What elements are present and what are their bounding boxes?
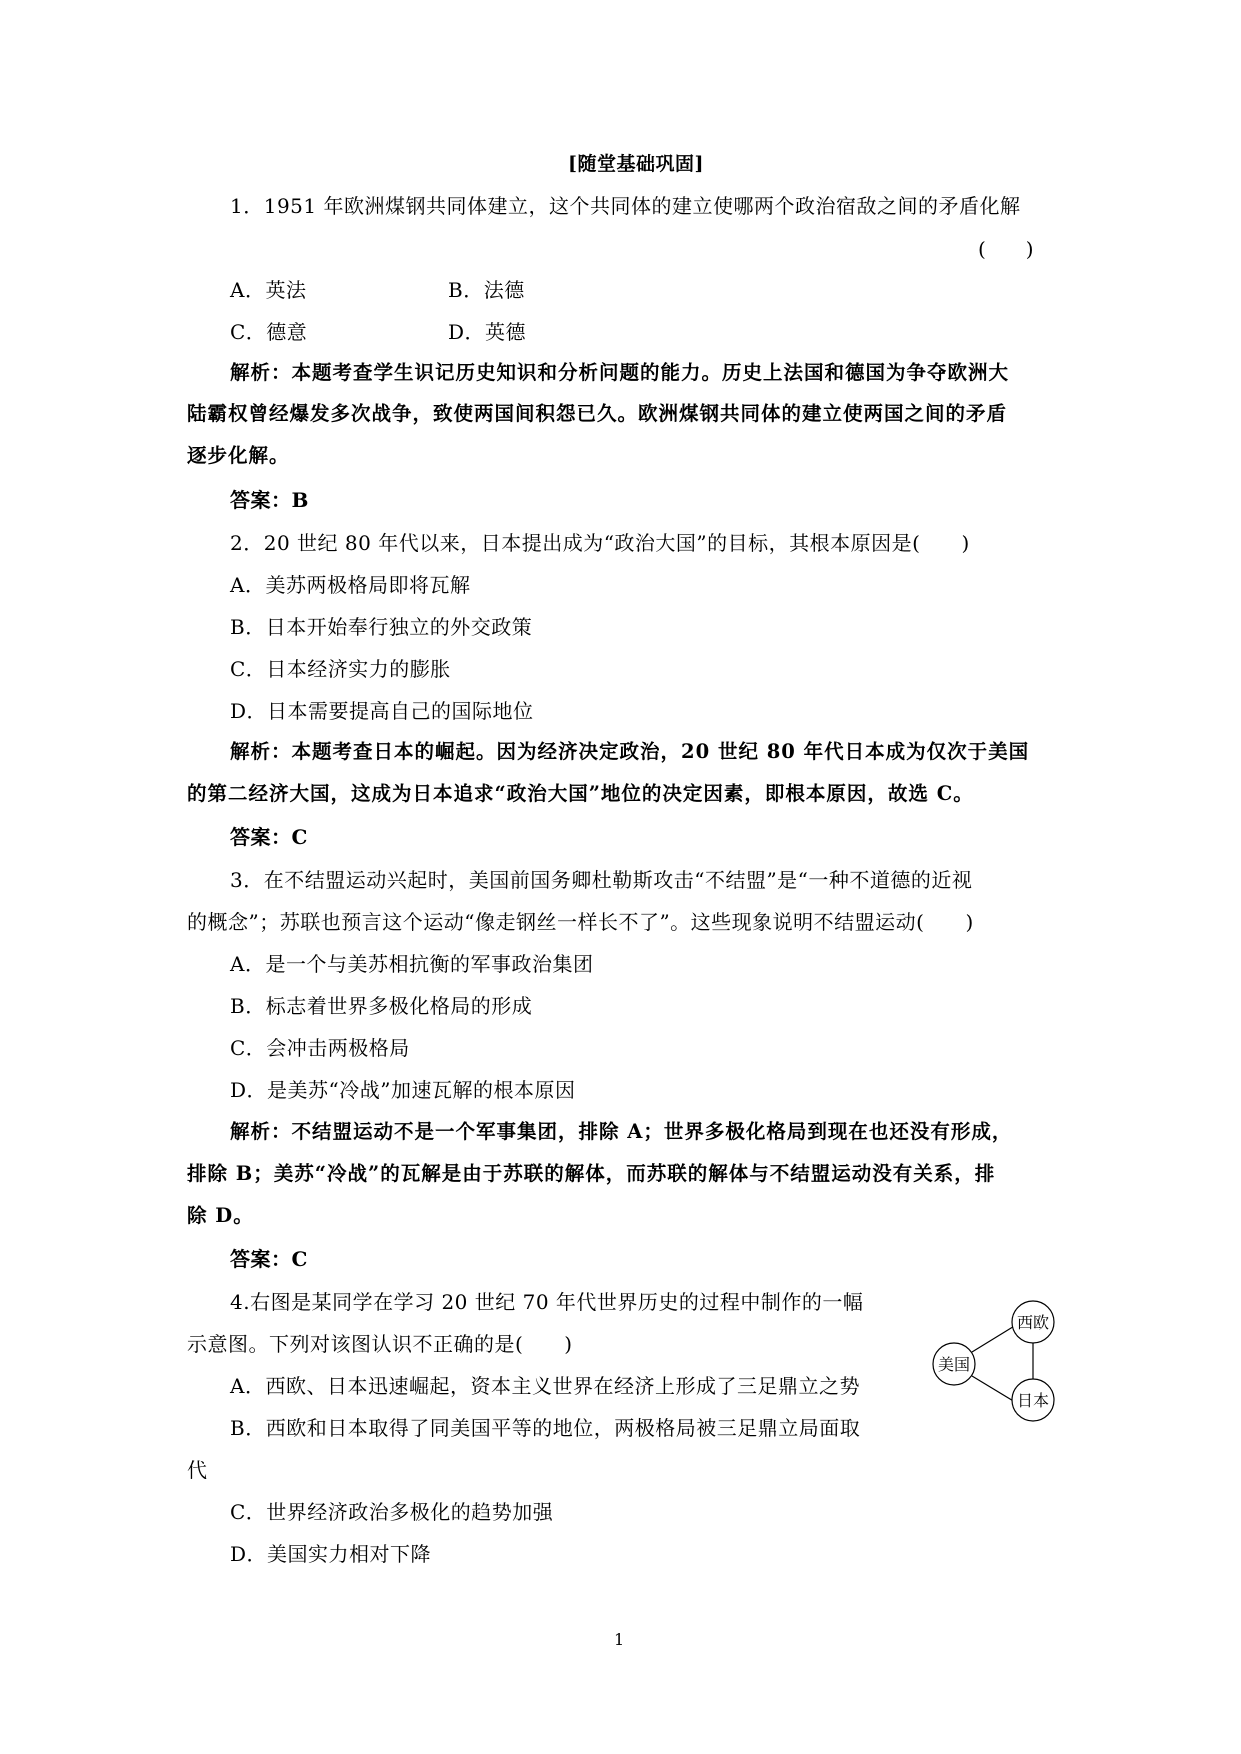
q3-option-d: D．是美苏“冷战”加速瓦解的根本原因	[230, 1078, 576, 1102]
node-west-europe-label: 西欧	[1016, 1313, 1050, 1332]
q2-stem: 2．20 世纪 80 年代以来，日本提出成为“政治大国”的目标，其根本原因是( )	[230, 531, 970, 555]
triangle-diagram-svg	[920, 1290, 1070, 1440]
analysis-label: 解析：	[230, 1120, 292, 1143]
page-number: 1	[614, 1630, 625, 1649]
edge-usa-japan	[972, 1376, 1015, 1402]
q2-option-c: C．日本经济实力的膨胀	[230, 657, 451, 681]
q4-option-a: A．西欧、日本迅速崛起，资本主义世界在经济上形成了三足鼎立之势	[230, 1374, 860, 1398]
q2-option-b: B．日本开始奉行独立的外交政策	[230, 615, 533, 639]
q4-option-d: D．美国实力相对下降	[230, 1542, 432, 1566]
q4-stem-line1: 4.右图是某同学在学习 20 世纪 70 年代世界历史的过程中制作的一幅	[230, 1290, 864, 1314]
q1-option-c: C．德意	[230, 320, 308, 344]
q4-option-b-line2: 代	[187, 1458, 208, 1482]
q1-analysis-line3: 逐步化解。	[187, 444, 290, 467]
q2-option-a: A．美苏两极格局即将瓦解	[230, 573, 471, 597]
q3-option-a: A．是一个与美苏相抗衡的军事政治集团	[230, 952, 594, 976]
q1-stem: 1．1951 年欧洲煤钢共同体建立，这个共同体的建立使哪两个政治宿敌之间的矛盾化解	[230, 194, 1021, 218]
q3-analysis-line3: 除 D。	[187, 1204, 254, 1227]
q1-answer-paren: ( )	[978, 237, 1034, 261]
triangle-diagram	[920, 1290, 1070, 1440]
q2-answer: 答案：C	[230, 825, 308, 849]
analysis-label: 解析：	[230, 361, 292, 384]
q4-option-b-line1: B．西欧和日本取得了同美国平等的地位，两极格局被三足鼎立局面取	[230, 1416, 861, 1440]
node-usa-label: 美国	[937, 1355, 971, 1374]
q4-option-c: C．世界经济政治多极化的趋势加强	[230, 1500, 554, 1524]
analysis-label: 解析：	[230, 740, 292, 763]
q1-analysis-text1: 本题考查学生识记历史知识和分析问题的能力。历史上法国和德国为争夺欧洲大	[291, 361, 1010, 384]
q1-answer: 答案：B	[230, 488, 309, 512]
q3-analysis-line2: 排除 B；美苏“冷战”的瓦解是由于苏联的解体，而苏联的解体与不结盟运动没有关系，排	[187, 1162, 996, 1185]
q3-option-b: B．标志着世界多极化格局的形成	[230, 994, 533, 1018]
edge-usa-westeurope	[972, 1325, 1016, 1352]
section-title: [随堂基础巩固]	[568, 153, 704, 175]
q4-stem-line2: 示意图。下列对该图认识不正确的是( )	[187, 1332, 573, 1356]
q3-analysis-line1	[230, 1118, 1012, 1146]
q3-answer: 答案：C	[230, 1247, 308, 1271]
q1-option-d: D．英德	[448, 320, 527, 344]
q1-option-b: B．法德	[448, 278, 525, 302]
q2-analysis-line1	[230, 738, 1029, 766]
q3-option-c: C．会冲击两极格局	[230, 1036, 410, 1060]
q2-option-d: D．日本需要提高自己的国际地位	[230, 699, 534, 723]
node-japan-label: 日本	[1016, 1391, 1050, 1410]
q1-analysis-line2: 陆霸权曾经爆发多次战争，致使两国间积怨已久。欧洲煤钢共同体的建立使两国之间的矛盾	[187, 402, 1008, 425]
q1-analysis-line1	[230, 359, 1009, 387]
q3-stem-line1: 3．在不结盟运动兴起时，美国前国务卿杜勒斯攻击“不结盟”是“一种不道德的近视	[230, 868, 973, 892]
q2-analysis-line2: 的第二经济大国，这成为日本追求“政治大国”地位的决定因素，即根本原因，故选 C。	[187, 782, 974, 805]
q3-stem-line2: 的概念”；苏联也预言这个运动“像走钢丝一样长不了”。这些现象说明不结盟运动( )	[187, 910, 974, 934]
q1-option-a: A．英法	[230, 278, 307, 302]
q2-analysis-text1: 本题考查日本的崛起。因为经济决定政治，20 世纪 80 年代日本成为仅次于美国	[291, 740, 1030, 763]
q3-analysis-text1: 不结盟运动不是一个军事集团，排除 A；世界多极化格局到现在也还没有形成，	[291, 1120, 1013, 1143]
